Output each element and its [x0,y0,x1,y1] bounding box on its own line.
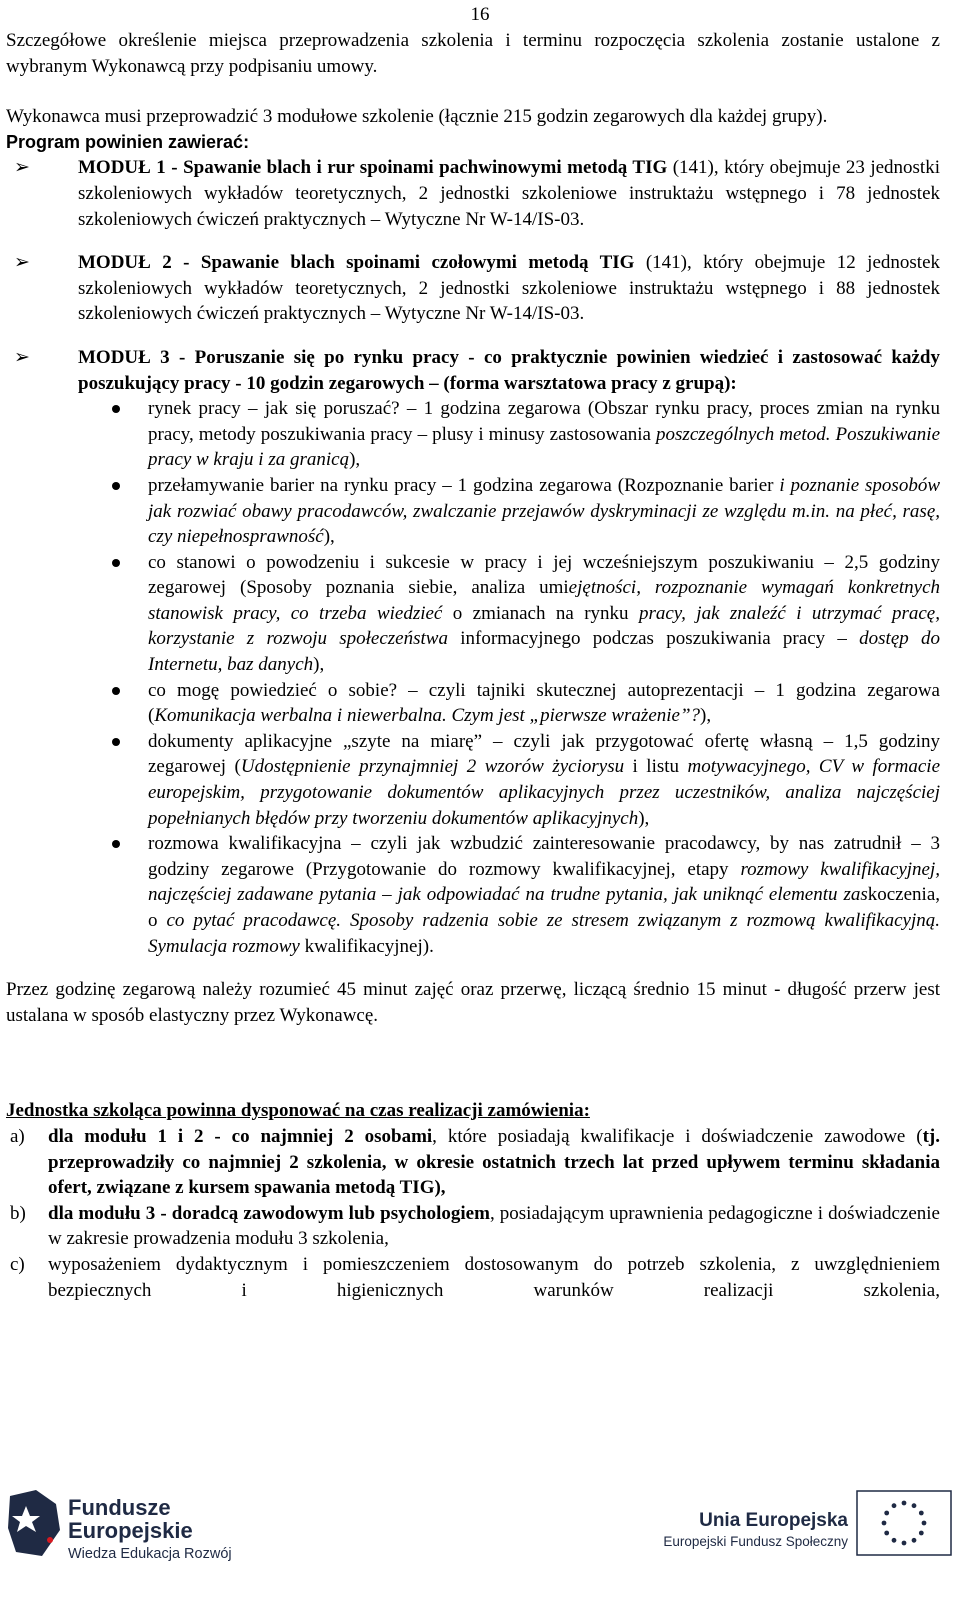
arrow-bullet-icon: ➢ [14,252,30,274]
fundusze-europejskie-logo-icon [6,1490,62,1560]
module-3-topics [6,396,940,959]
module-title: MODUŁ 2 - Spawanie blach spoinami czołowymi metodą TIG [78,252,635,274]
bullet-icon [112,840,120,848]
fundusze-europejskie-text: Fundusze Europejskie Wiedza Edukacja Rozwój [68,1495,232,1562]
requirement-b: b) dla modułu 3 - doradcą zawodowym lub psychologiem, posiadającym uprawnienia pedagogiczne i doświadczenie w zakresie prowadzenia modułu 3 szkolenia, [10,1202,940,1250]
bullet-icon [112,405,120,413]
module-text: (141), który obejmuje 23 jednostki szkoleniowych wykładów teoretycznych, 2 jednostki szkoleniowe instruktażu wstępnego i 78 jednostek szkoleniowych ćwiczeń praktycznych – Wytyczne Nr W-14/IS-03. [78,157,940,230]
module-title: MODUŁ 1 - Spawanie blach i rur spoinami pachwinowymi metodą TIG [78,157,668,179]
requirements-heading: Jednostka szkoląca powinna dysponować na czas realizacji zamówienia: [6,1100,590,1122]
module-1 [6,155,940,232]
bullet-icon [112,559,120,567]
footer-logos [0,1478,960,1618]
arrow-bullet-icon: ➢ [14,157,30,179]
list-item: rozmowa kwalifikacyjna – czyli jak wzbudzić zainteresowanie pracodawcy, by nas zatrudnił – 3 godziny zegarowe (Przygotowanie do rozmowy kwalifikacyjnej, etapy rozmowy kwalifikacyjnej, najczęściej zadawane pytania – jak odpowiadać na trudne pytania, jak uniknąć elementu zaskoczenia, o co pytać pracodawcę. Sposoby radzenia sobie ze stresem związanym z rozmową kwalifikacyjną. Symulacja rozmowy kwalifikacyjnej). [6,831,940,959]
hour-note: Przez godzinę zegarową należy rozumieć 45 minut zajęć oraz przerwę, liczącą średnio 15 minut - długość przerw jest ustalana w sposób elastyczny przez Wykonawcę. [6,979,940,1026]
arrow-bullet-icon: ➢ [14,346,30,368]
list-item: co mogę powiedzieć o sobie? – czyli tajniki skutecznej autoprezentacji – 1 godzina zegarowa (Komunikacja werbalna i niewerbalna. Czym jest „pierwsze wrażenie”?), [6,678,940,729]
unia-europejska-text: Unia Europejska Europejski Fundusz Społeczny [663,1510,848,1549]
intro-paragraph-2: Wykonawca musi przeprowadzić 3 modułowe szkolenie (łącznie 215 godzin zegarowych dla każdej grupy). [6,106,828,128]
bullet-icon [112,482,120,490]
program-heading: Program powinien zawierać: [6,131,250,152]
list-item: przełamywanie barier na rynku pracy – 1 godzina zegarowa (Rozpoznanie barier i poznanie sposobów jak rozwiać obawy pracodawców, zwalczanie przejawów dyskryminacji ze względu m.in. na płeć, rasę, czy niepełnosprawność), [6,473,940,550]
eu-flag-icon [856,1490,952,1556]
module-3 [6,345,940,396]
page-number: 16 [470,4,490,25]
requirement-a: a) dla modułu 1 i 2 - co najmniej 2 osobami, które posiadają kwalifikacje i doświadczenie zawodowe (tj. przeprowadziły co najmniej 2 szkolenia, w okresie ostatnich trzech lat przed upływem terminu składania ofert, związane z kursem spawania metodą TIG), [10,1125,940,1199]
document-body [6,28,940,1303]
requirement-c: c) wyposażeniem dydaktycznym i pomieszczeniem dostosowanym do potrzeb szkolenia, z uwzględnieniem bezpiecznych i higienicznych warunków realizacji szkolenia, [10,1253,940,1301]
module-text: (141), który obejmuje 12 jednostek szkoleniowych wykładów teoretycznych, 2 jednostki szkoleniowe instruktażu wstępnego i 88 jednostek szkoleniowych ćwiczeń praktycznych – Wytyczne Nr W-14/IS-03. [78,252,940,325]
list-item: co stanowi o powodzeniu i sukcesie w pracy i jej wcześniejszym poszukiwaniu – 2,5 godziny zegarowej (Sposoby poznania siebie, analiza umiejętności, rozpoznanie wymagań konkretnych stanowisk pracy, co trzeba wiedzieć o zmianach na rynku pracy, jak znaleźć i utrzymać pracę, korzystanie z rozwoju społeczeństwa informacyjnego podczas poszukiwania pracy – dostęp do Internetu, baz danych), [6,550,940,678]
module-2 [6,250,940,327]
list-item: rynek pracy – jak się poruszać? – 1 godzina zegarowa (Obszar rynku pracy, proces zmian na rynku pracy, metody poszukiwania pracy – plusy i minusy zastosowania poszczególnych metod. Poszukiwanie pracy w kraju i za granicą), [6,396,940,473]
list-item: dokumenty aplikacyjne „szyte na miarę” – czyli jak przygotować ofertę własną – 1,5 godziny zegarowej (Udostępnienie przynajmniej 2 wzorów życiorysu i listu motywacyjnego, CV w formacie europejskim, przygotowanie dokumentów aplikacyjnych przez uczestników, analiza najczęściej popełnianych błędów przy tworzeniu dokumentów aplikacyjnych), [6,729,940,831]
module-title: MODUŁ 3 - Poruszanie się po rynku pracy - co praktycznie powinien wiedzieć i zastosować każdy poszukujący pracy - 10 godzin zegarowych – (forma warsztatowa pracy z grupą): [78,346,940,394]
bullet-icon [112,687,120,695]
intro-paragraph-1: Szczegółowe określenie miejsca przeprowadzenia szkolenia i terminu rozpoczęcia szkolenia zostanie ustalone z wybranym Wykonawcą przy podpisaniu umowy. [6,30,940,77]
bullet-icon [112,738,120,746]
